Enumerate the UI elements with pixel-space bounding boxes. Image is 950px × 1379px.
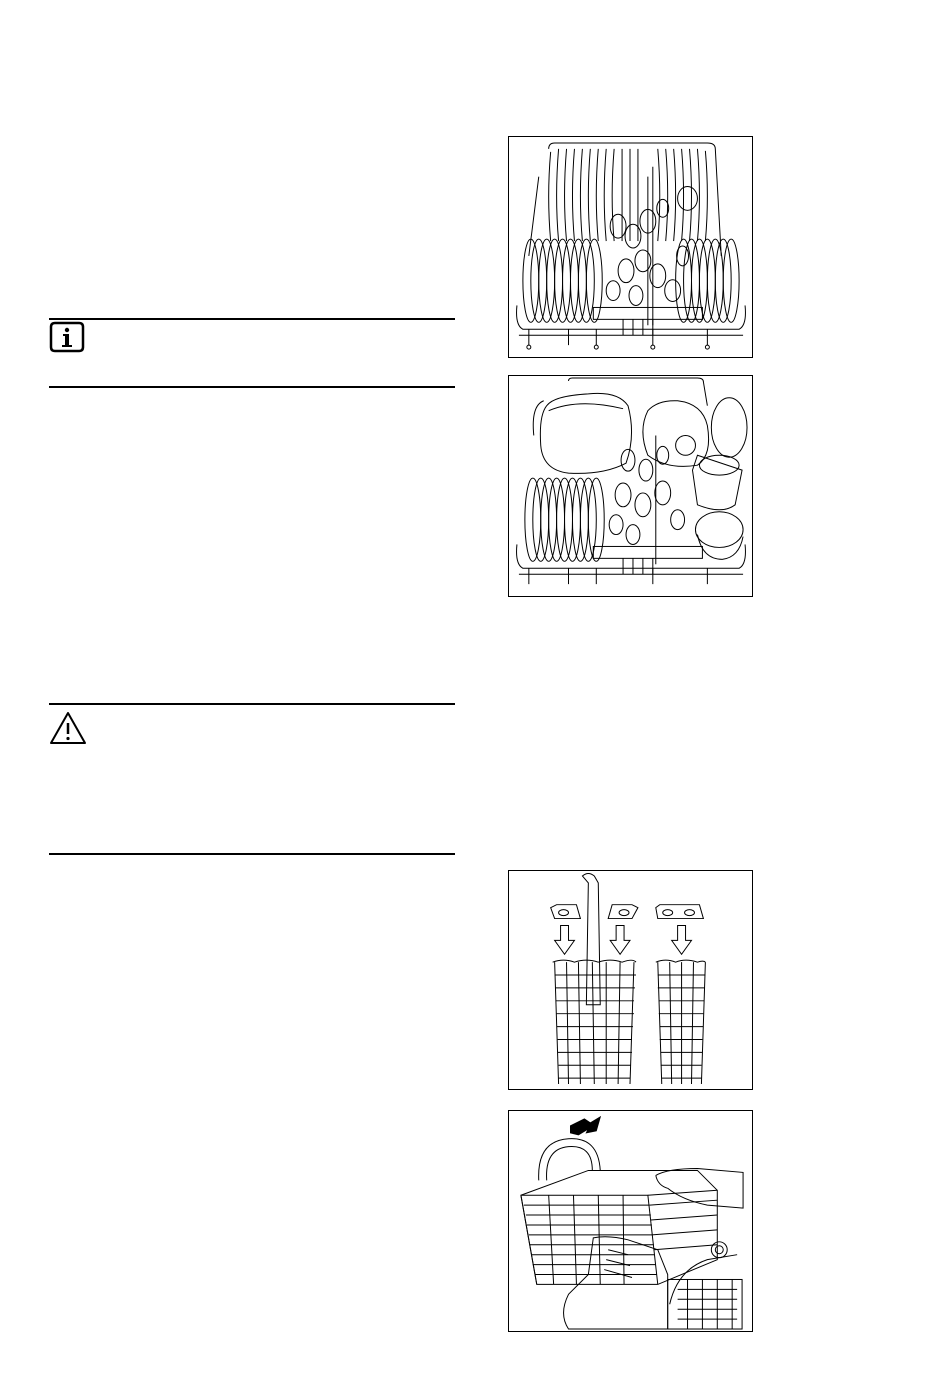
info-icon <box>49 321 85 353</box>
figure-cutlery-basket-removal <box>508 1110 753 1332</box>
basket-pots-illustration <box>509 376 752 596</box>
info-notice-top-rule <box>49 318 455 320</box>
figure-lower-basket-plates <box>508 136 753 358</box>
warning-triangle-icon <box>48 710 88 746</box>
basket-removal-illustration <box>509 1111 752 1331</box>
warning-notice-bottom-rule <box>49 853 455 855</box>
cutlery-grids-illustration <box>509 871 752 1089</box>
figure-lower-basket-pots <box>508 375 753 597</box>
info-notice-bottom-rule <box>49 386 455 388</box>
warning-notice-top-rule <box>49 703 455 705</box>
basket-plates-illustration <box>509 137 752 357</box>
figure-cutlery-basket-grids <box>508 870 753 1090</box>
